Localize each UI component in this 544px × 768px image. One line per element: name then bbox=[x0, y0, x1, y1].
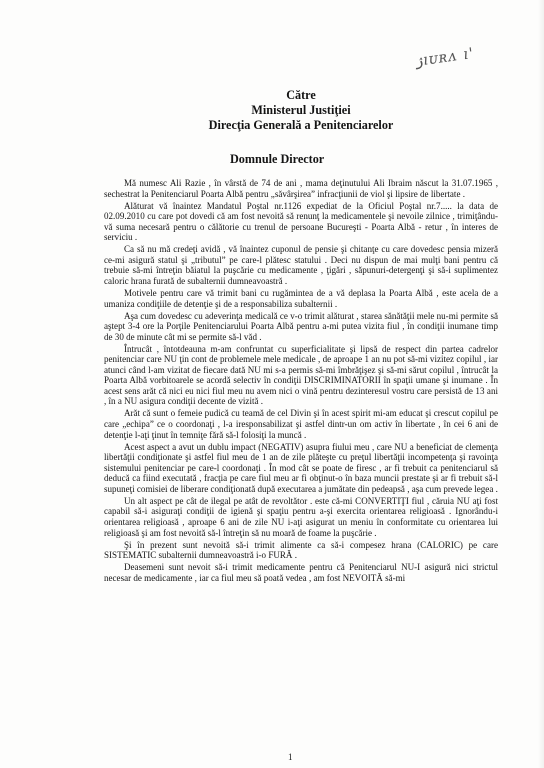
body-paragraph: Arăt că sunt o femeie pudică cu teamă de cel Divin şi în acest spirit mi-am educat şi crescut copilul pe care „echipa” ce o coordonaţi , l-a iresponsabilizat şi astfel dintr-un om activ în libertate , în cei 6 ani de detenţie l-aţi ţinut în temniţe fără să-l folosiţi la muncă . bbox=[104, 408, 498, 440]
body-paragraph: Deasemeni sunt nevoit să-i trimit medicamente pentru că Penitenciarul NU-I asigură nici strictul necesar de medicamente , iar ca fiul meu să poată vedea , am fost NEVOITĂ să-mi bbox=[104, 562, 498, 583]
letter-header bbox=[104, 88, 498, 133]
body-paragraph: Un alt aspect pe cât de ilegal pe atât de revoltător . este că-mi CONVERTIŢI fiul , căruia NU aţi fost capabil să-i asiguraţi condiţii de igienă şi spaţiu pentru a-şi exercita orientarea religioasă . Ignorându-i orientarea religioasă , aproape 6 ani de zile NU i-aţi asigurat un meniu în conformitate cu orientarea lui religioasă şi am fost nevoită să-l întreţin să nu moară de foame la puşcărie . bbox=[104, 495, 498, 538]
scan-edge-shadow bbox=[538, 0, 544, 768]
header-directorate: Direcţia Generală a Penitenciarelor bbox=[208, 118, 394, 132]
page-number: 1 bbox=[288, 752, 293, 762]
body-paragraph: Ca să nu mă credeţi avidă , vă înaintez cuponul de pensie şi chitanţe cu care dovedesc pensia mizeră ce-mi asigură statul şi „tributul” pe care-l plătesc statului . Deci nu dispun de mai mulţi bani pentru că trebuie să-mi întreţin băiatul la puşcărie cu medicamente , ţigări , săpunuri-detergenţi şi să-i suplimentez caloric hrana furată de subalternii dumneavoastră . bbox=[104, 244, 498, 286]
body-paragraph: Şi în prezent sunt nevoită să-i trimit alimente ca să-i compesez hrana (CALORIC) pe care SISTEMATIC subalternii dumneavoastră i-o FURĂ . bbox=[104, 539, 498, 561]
body-paragraph: Acest aspect a avut un dublu impact (NEGATIV) asupra fiului meu , care NU a beneficiat de clemenţa libertăţii condiţionate şi astfel fiul meu de 1 an de zile plăteşte cu preţul libertăţii incompetenţa şi ravoinţa sistemului penitenciar pe care-l coordonaţi . În mod cât se poate de firesc , ar fi trebuit ca penitenciarul să deducă ca fiind executată , fracţia pe care fiul meu ar fi obţinut-o în baza muncii prestate şi ar fi trebuit să-l supuneţi comisiei de liberare condiţionată după executarea a jumătate din pedeapsă , aşa cum prevede legea . bbox=[104, 441, 498, 494]
body-paragraph: Motivele pentru care vă trimit bani cu rugămintea de a vă deplasa la Poarta Albă , este acela de a umaniza condiţiile de detenţie şi de a responsabiliza subalternii . bbox=[104, 287, 498, 309]
body-paragraph: Alăturat vă înaintez Mandatul Poştal nr.1126 expediat de la Oficiul Poştal nr.7..... la data de 02.09.2010 cu care pot dovedi că am fost nevoită să renunţ la medicamentele şi nevoile zilnice , trimiţându-vă suma necesară pentru o călătorie cu trenul de persoane Bucureşti - Poarta Albă - retur , în interes de serviciu . bbox=[104, 200, 498, 243]
body-paragraph: Mă numesc Ali Razie , în vârstă de 74 de ani , mama deţinutului Ali Ibraim născut la 31.07.1965 , sechestrat la Penitenciarul Poarta Albă pentru „săvârşirea” infracţiunii de viol şi lipsire de libertate . bbox=[104, 178, 498, 199]
handwritten-corner-note: ۯ‎ıᴜʀᴧ ı' bbox=[412, 43, 475, 71]
body-paragraph: Aşa cum dovedesc cu adeverinţa medicală ce v-o trimit alăturat , starea sănătăţii mele nu-mi permite să aştept 3-4 ore la Porţile Penitenciarului Poarta Albă pentru a-mi putea vizita fiul , în condiţii inumane timp de 30 de minute cât mi se permite să-l văd . bbox=[104, 310, 498, 342]
body-paragraph: Întrucât , întotdeauna m-am confruntat cu superficialitate şi lipsă de respect din partea cadrelor penitenciar care NU ţin cont de problemele mele medicale , de aproape 1 an nu pot să-mi vizitez copilul , iar atunci când l-am vizitat de fiecare dată NU mi s-a permis să-mi îmbrăţişez şi să-mi sărut copilul , întrucât la Poarta Albă vorbitoarele se acordă selectiv în condiţii DISCRIMINATORII în spaţii umane şi inumane . În acest sens arăt că nici eu nici fiul meu nu avem nici o vină pentru dezinteresul vostru care persistă de 13 ani , în a NU asigura condiţii decente de vizită . bbox=[104, 343, 498, 407]
header-ministry: Ministerul Justiţiei bbox=[251, 103, 351, 117]
header-recipient: Către bbox=[286, 88, 316, 102]
salutation: Domnule Director bbox=[230, 152, 325, 166]
letter-body bbox=[104, 178, 498, 585]
